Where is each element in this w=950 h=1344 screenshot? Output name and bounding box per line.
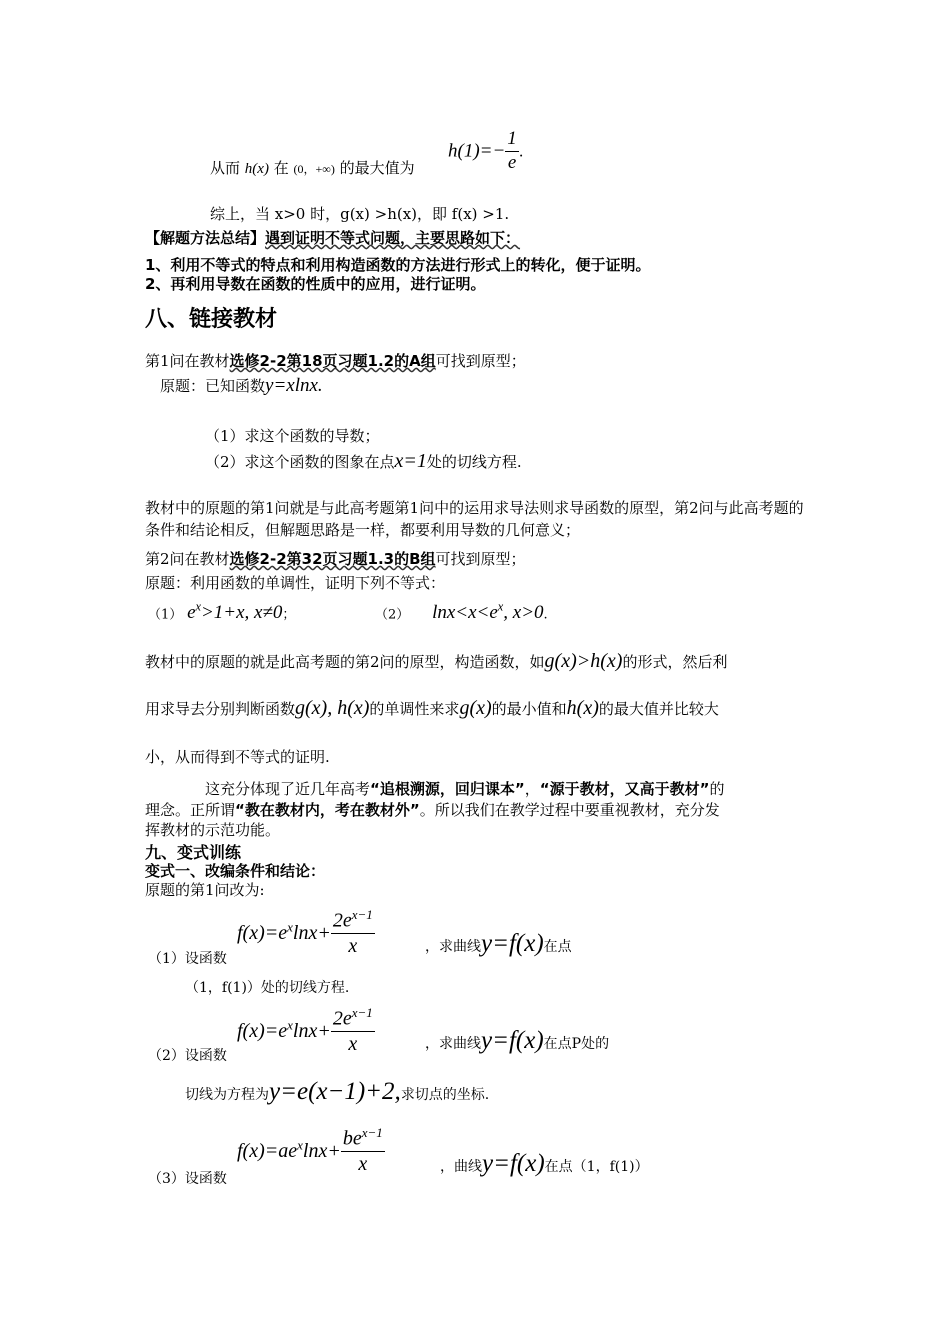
text-segment: 的最小值和: [491, 700, 567, 718]
num-part: 2e: [332, 909, 352, 932]
original-problem-line: [160, 375, 323, 397]
max-value-line: [210, 157, 415, 178]
text-segment: 切线为方程为: [185, 1087, 269, 1103]
text-segment: 第1问在教材: [145, 352, 230, 370]
math-fx: [237, 919, 331, 945]
math-curve: y=f(x): [481, 1027, 544, 1054]
text-segment: 的形式，然后利: [622, 653, 728, 671]
paragraph-construct-2: [145, 697, 719, 720]
summary-title-line: [145, 227, 520, 248]
math-rest: , x>0: [503, 602, 544, 624]
math-fx-part: f(x)=ae: [237, 1140, 298, 1163]
fraction-den: x: [348, 1032, 358, 1055]
variant-problem-2-label: （2）设函数: [148, 1048, 227, 1064]
text-segment: ，求曲线: [425, 1036, 481, 1052]
math-fx-rest: lnx+: [292, 1020, 331, 1043]
math-sup: x: [287, 1017, 293, 1033]
text-segment: 在点（1，f(1)）: [544, 1159, 649, 1175]
variant-1-heading: 变式一、改编条件和结论：: [145, 862, 326, 880]
variant-problem-3-fn: [237, 1125, 385, 1176]
math-h1: h(1)=−: [448, 140, 506, 162]
num-part: 2e: [332, 1007, 352, 1030]
text-segment: ，曲线: [440, 1159, 482, 1175]
math-gh: g(x), h(x): [295, 697, 370, 719]
paragraph-compare: 教材中的原题的第1问就是与此高考题第1问中的运用求导法则求导函数的原型，第2问与此高考题的条件和结论相反，但解题思路是一样，都要利用导数的几何意义；: [145, 499, 804, 539]
conclusion-line: 综上，当 x>0 时，g(x) >h(x)，即 f(x) >1.: [210, 205, 510, 223]
text-segment: 可找到原型；: [435, 352, 526, 370]
inequality-1: [148, 600, 295, 624]
math-fx-part: f(x)=e: [237, 1020, 288, 1043]
fraction: [505, 128, 519, 175]
summary-item-2: 2、再利用导数在函数的性质中的应用，进行证明。: [145, 275, 486, 293]
text-segment: ；: [282, 607, 296, 623]
variant-problem-1-fn: [237, 907, 375, 958]
text-segment: 用求导去分别判断函数: [145, 700, 296, 718]
math-fx: [237, 1137, 341, 1163]
text-segment: 原题：已知函数: [160, 377, 266, 395]
text-segment: （2）: [375, 607, 410, 623]
text-segment: （2）求这个函数的图象在点: [205, 453, 395, 471]
text-segment: 的单调性来求: [369, 700, 460, 718]
text-segment: 的最大值并比较大: [598, 700, 719, 718]
math-fx-rest: lnx+: [302, 1140, 341, 1163]
text-segment: 处的切线方程.: [426, 453, 522, 471]
fraction-num: [331, 1005, 375, 1032]
text-segment: ，求曲线: [425, 939, 481, 955]
text-segment: 的: [709, 780, 725, 798]
text-segment: 在点P处的: [543, 1036, 610, 1052]
paragraph-textbook-3: 挥教材的示范功能。: [145, 821, 281, 839]
paragraph-construct-3: 小，从而得到不等式的证明.: [145, 748, 330, 766]
math-sup: x: [287, 919, 293, 935]
math-h: h(x): [566, 697, 599, 719]
paragraph-textbook-1: [205, 778, 724, 799]
variant-problem-1-line2: （1，f(1)）处的切线方程.: [185, 980, 350, 996]
inequality-2: [375, 600, 548, 624]
text-segment: 这充分体现了近几年高考: [205, 780, 371, 798]
math-curve: y=f(x): [481, 930, 544, 957]
math-fx-part: f(x)=e: [237, 922, 288, 945]
textbook-ref-1: 选修2-2第18页习题1.2的A组: [229, 352, 436, 370]
section-heading-8: 八、链接教材: [145, 307, 278, 332]
variant-problem-2-fn: [237, 1005, 375, 1056]
math-interval: (0，+∞): [293, 162, 335, 176]
math-ln: lnx<x<e: [432, 602, 498, 624]
paragraph-textbook-2: [145, 799, 720, 820]
text-segment: 在点: [543, 939, 572, 955]
section-heading-9: 九、变式训练: [145, 843, 242, 862]
sub-question-1: （1）求这个函数的导数；: [205, 427, 380, 445]
fraction: [341, 1125, 385, 1176]
sub-question-2: [205, 450, 522, 473]
text-segment: 教材中的原题的就是此高考题的第2问的原型，构造函数，如: [145, 653, 545, 671]
math-tangent: y=e(x−1)+2,: [269, 1078, 401, 1105]
text-segment: 的最大值为: [339, 159, 415, 177]
text-segment: （1）: [148, 607, 183, 623]
math-sup: x: [195, 600, 201, 614]
text-segment: .: [543, 607, 548, 623]
math-sup: x−1: [361, 1125, 383, 1140]
fraction-den: x: [348, 934, 358, 957]
math-fx-rest: lnx+: [292, 922, 331, 945]
text-segment: 从而: [210, 159, 241, 177]
text-segment: ，: [524, 780, 540, 798]
summary-item-1: 1、利用不等式的特点和利用构造函数的方法进行形式上的转化，便于证明。: [145, 256, 651, 274]
fraction: [331, 1005, 375, 1056]
text-segment: 第2问在教材: [145, 550, 230, 568]
math-sup: x−1: [351, 1005, 373, 1020]
text-segment: 理念。正所谓: [145, 801, 236, 819]
fraction: [331, 907, 375, 958]
paragraph-construct-1: [145, 650, 727, 673]
fraction-den: x: [358, 1152, 368, 1175]
variant-problem-3-label: （3）设函数: [148, 1171, 227, 1187]
math-gh: g(x)>h(x): [544, 650, 623, 672]
quote-1: “追根溯源，回归课本”: [370, 780, 525, 798]
variant-problem-3-tail: [440, 1150, 649, 1178]
math-fn: y=xlnx.: [265, 375, 323, 396]
math-point: x=1: [394, 450, 427, 472]
original-problem-2: 原题：利用函数的单调性，证明下列不等式：: [145, 574, 446, 592]
fraction-num: 1: [505, 128, 519, 152]
quote-3: “教在教材内，考在教材外”: [235, 801, 420, 819]
variant-problem-1-tail: [425, 930, 572, 958]
q2-source-line: [145, 548, 526, 569]
math-sup: x−1: [351, 907, 373, 922]
math-g: g(x): [459, 697, 492, 719]
fraction-num: [331, 907, 375, 934]
text-segment: 可找到原型；: [435, 550, 526, 568]
fraction-num: [341, 1125, 385, 1152]
variant-problem-2-line2: [185, 1078, 489, 1106]
variant-intro: 原题的第1问改为:: [145, 881, 265, 899]
summary-text: 遇到证明不等式问题，主要思路如下：: [265, 229, 521, 247]
math-e: e: [187, 602, 196, 624]
fraction-den: e: [507, 151, 517, 173]
variant-problem-1-label: （1）设函数: [148, 951, 227, 967]
summary-title: 【解题方法总结】: [145, 229, 266, 247]
math-sup: x: [297, 1137, 303, 1153]
math-hx: h(x): [244, 161, 269, 177]
math-sup: x: [497, 600, 504, 614]
math-rest: >1+x, x≠0: [200, 602, 283, 624]
math-fx: [237, 1017, 331, 1043]
variant-problem-2-tail: [425, 1027, 609, 1055]
math-curve: y=f(x): [482, 1150, 545, 1177]
q1-source-line: [145, 350, 526, 371]
quote-2: “源于教材，又高于教材”: [539, 780, 710, 798]
textbook-ref-2: 选修2-2第32页习题1.3的B组: [229, 550, 436, 568]
text-segment: 求切点的坐标.: [400, 1087, 490, 1103]
text-segment: 在: [273, 159, 289, 177]
math-h1-value: [448, 128, 524, 175]
text-segment: .: [518, 142, 524, 161]
text-segment: 。所以我们在教学过程中要重视教材，充分发: [419, 801, 720, 819]
num-part: be: [342, 1127, 362, 1150]
